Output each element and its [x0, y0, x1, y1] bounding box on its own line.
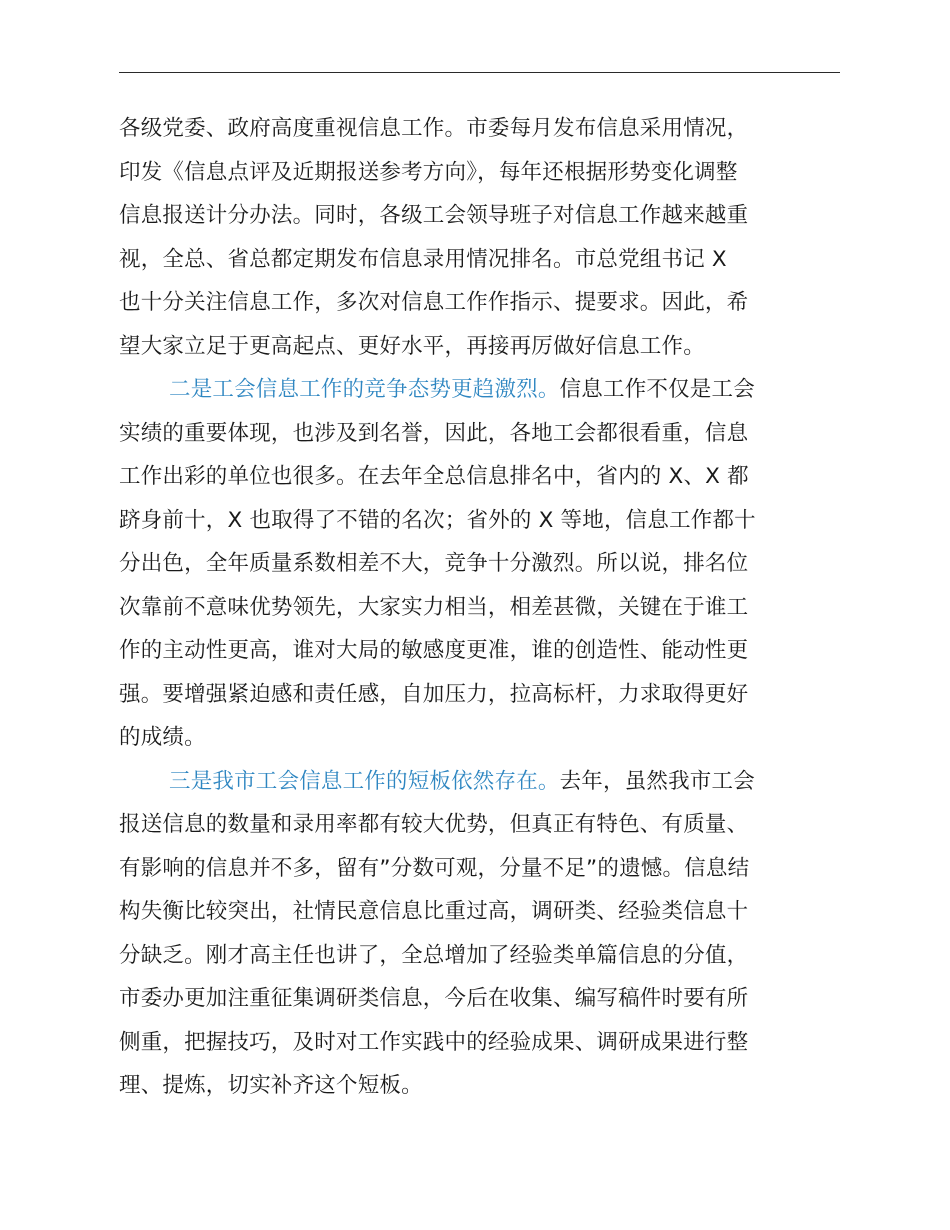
paragraph-2	[119, 368, 841, 760]
paragraph-3-first-line-text: 去年，虽然我市工会	[559, 768, 755, 794]
text-line: 分出色，全年质量系数相差不大，竞争十分激烈。所以说，排名位	[119, 551, 749, 576]
text-line: 有影响的信息并不多，留有”分数可观，分量不足”的遗憾。信息结	[119, 855, 750, 881]
paragraph-3-first-line	[119, 760, 841, 804]
document-body	[119, 107, 841, 1108]
text-line: 报送信息的数量和录用率都有较大优势，但真正有特色、有质量、	[119, 812, 749, 837]
text-line: 强。要增强紧迫感和责任感，自加压力，拉高标杆，力求取得更好	[119, 681, 749, 707]
text-line: 的成绩。	[119, 725, 206, 750]
text-line: 视，全总、省总都定期发布信息录用情况排名。市总党组书记 X	[119, 246, 727, 272]
paragraph-1	[119, 107, 841, 368]
text-line: 次靠前不意味优势领先，大家实力相当，相差甚微，关键在于谁工	[119, 594, 749, 620]
paragraph-2-heading: 二是工会信息工作的竞争态势更趋激烈。	[169, 377, 560, 402]
text-line: 工作出彩的单位也很多。在去年全总信息排名中，省内的 X、X 都	[119, 464, 749, 489]
text-line: 实绩的重要体现，也涉及到名誉，因此，各地工会都很看重，信息	[119, 420, 749, 446]
text-line: 信息报送计分办法。同时，各级工会领导班子对信息工作越来越重	[119, 203, 749, 228]
text-line: 跻身前十，X 也取得了不错的名次；省外的 X 等地，信息工作都十	[119, 507, 756, 533]
text-line: 印发《信息点评及近期报送参考方向》，每年还根据形势变化调整	[119, 159, 738, 185]
text-line: 市委办更加注重征集调研类信息，今后在收集、编写稿件时要有所	[119, 986, 749, 1011]
text-line: 构失衡比较突出，社情民意信息比重过高，调研类、经验类信息十	[119, 899, 749, 924]
paragraph-2-first-line-text: 信息工作不仅是工会	[559, 377, 755, 402]
text-line: 分缺乏。刚才高主任也讲了，全总增加了经验类单篇信息的分值，	[119, 942, 749, 968]
paragraph-3-heading: 三是我市工会信息工作的短板依然存在。	[169, 768, 560, 794]
header-rule	[119, 72, 840, 73]
text-line: 作的主动性更高，谁对大局的敏感度更准，谁的创造性、能动性更	[119, 638, 749, 663]
text-line: 理、提炼，切实补齐这个短板。	[119, 1073, 423, 1098]
text-line: 各级党委、政府高度重视信息工作。市委每月发布信息采用情况，	[119, 116, 749, 141]
text-line: 望大家立足于更高起点、更好水平，再接再厉做好信息工作。	[119, 333, 705, 359]
paragraph-2-first-line	[119, 368, 841, 412]
text-line: 侧重，把握技巧，及时对工作实践中的经验成果、调研成果进行整	[119, 1029, 749, 1055]
paragraph-3	[119, 760, 841, 1108]
text-line: 也十分关注信息工作，多次对信息工作作指示、提要求。因此，希	[119, 290, 749, 315]
